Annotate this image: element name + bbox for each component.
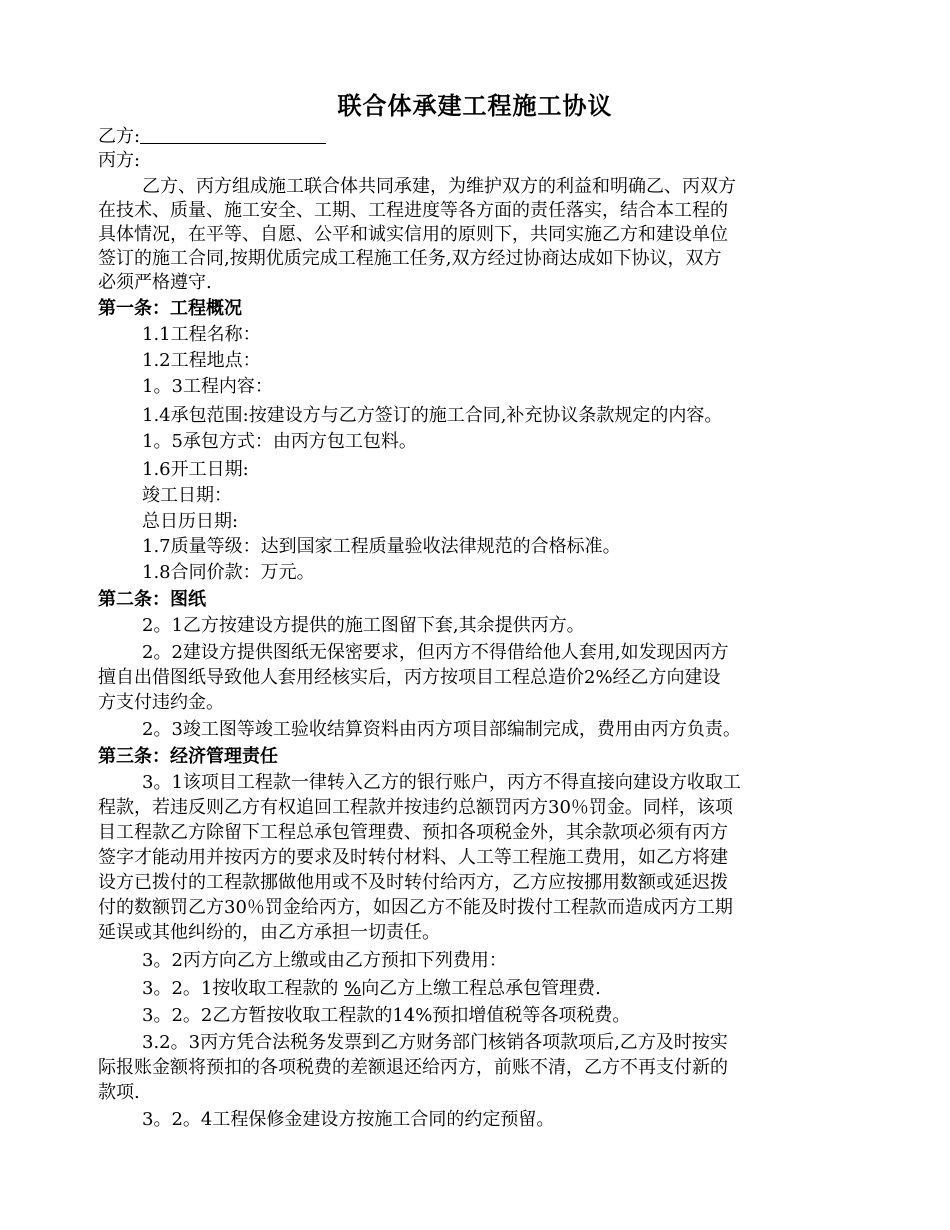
- article-3-para: 签字才能动用并按丙方的要求及时转付材料、人工等工程施工费用，如乙方将建: [98, 847, 728, 868]
- article-2-heading: 第二条：图纸: [98, 589, 206, 610]
- article-3-para: 3.2。3丙方凭合法税务发票到乙方财务部门核销各项款项后,乙方及时按实: [142, 1032, 728, 1053]
- article-3-para: 目工程款乙方除留下工程总承包管理费、预扣各项税金外，其余款项必须有丙方: [98, 822, 728, 843]
- article-1-item: 1.4承包范围:按建设方与乙方签订的施工合同,补充协议条款规定的内容。: [142, 405, 723, 426]
- article-3-para: 程款，若违反则乙方有权追回工程款并按违约总额罚丙方30％罚金。同样，该项: [98, 797, 733, 818]
- intro-line: 签订的施工合同,按期优质完成工程施工任务,双方经过协商达成如下协议，双方: [98, 248, 722, 269]
- article-2-para: 2。2建设方提供图纸无保密要求，但丙方不得借给他人套用,如发现因丙方: [142, 642, 729, 663]
- article-1-item: 1。5承包方式：由丙方包工包料。: [142, 431, 417, 452]
- intro-line: 乙方、丙方组成施工联合体共同承建，为维护双方的利益和明确乙、丙双方: [142, 176, 736, 197]
- article-1-item: 1.1工程名称：: [142, 324, 261, 345]
- fee-percent-blank: %: [344, 978, 362, 999]
- article-2-para: 2。1乙方按建设方提供的施工图留下套,其余提供丙方。: [142, 615, 585, 636]
- fee-clause-end: 向乙方上缴工程总承包管理费.: [361, 978, 601, 999]
- party-c-label: 丙方:: [98, 150, 141, 171]
- article-3-para: 3。2丙方向乙方上缴或由乙方预扣下列费用：: [142, 950, 507, 971]
- article-2-para: 2。3竣工图等竣工验收结算资料由丙方项目部编制完成，费用由丙方负责。: [142, 719, 741, 740]
- article-3-para: 设方已拨付的工程款挪做他用或不及时转付给丙方，乙方应按挪用数额或延迟拨: [98, 872, 728, 893]
- party-b-line: [98, 124, 326, 150]
- article-3-para: 付的数额罚乙方30％罚金给丙方，如因乙方不能及时拨付工程款而造成丙方工期: [98, 897, 733, 918]
- intro-line: 具体情况，在平等、自愿、公平和诚实信用的原则下，共同实施乙方和建设单位: [98, 224, 728, 245]
- article-3-para: 延误或其他纠纷的，由乙方承担一切责任。: [98, 922, 440, 943]
- fee-clause-start: 3。2。1按收取工程款的: [142, 978, 345, 999]
- article-1-item: 总日历日期:: [142, 511, 239, 532]
- article-3-heading: 第三条：经济管理责任: [98, 746, 278, 767]
- intro-line: 在技术、质量、施工安全、工期、工程进度等各方面的责任落实，结合本工程的: [98, 200, 728, 221]
- article-2-para: 擅自出借图纸导致他人套用经核实后，丙方按项目工程总造价2%经乙方向建设: [98, 667, 721, 688]
- article-1-item: 1.7质量等级：达到国家工程质量验收法律规范的合格标准。: [142, 536, 621, 557]
- party-b-label: 乙方:: [98, 126, 141, 147]
- article-3-para: 款项.: [98, 1082, 140, 1103]
- article-3-para: 3。1该项目工程款一律转入乙方的银行账户，丙方不得直接向建设方收取工: [142, 772, 741, 793]
- article-1-item: 1.2工程地点：: [142, 350, 261, 371]
- article-3-para: 3。2。4工程保修金建设方按施工合同的约定预留。: [142, 1109, 555, 1130]
- article-1-heading: 第一条：工程概况: [98, 298, 242, 319]
- article-3-para: 际报账金额将预扣的各项税费的差额退还给丙方，前账不清，乙方不再支付新的: [98, 1057, 728, 1078]
- article-1-item: 竣工日期：: [142, 485, 232, 506]
- article-1-item: 1。3工程内容：: [142, 376, 273, 397]
- article-2-para: 方支付违约金。: [98, 692, 224, 713]
- article-3-para: 3。2。2乙方暂按收取工程款的14%预扣增值税等各项税费。: [142, 1005, 631, 1026]
- document-title: 联合体承建工程施工协议: [337, 92, 613, 120]
- article-1-item: 1.8合同价款：万元。: [142, 562, 315, 583]
- party-b-blank: [140, 125, 326, 144]
- intro-line: 必须严格遵守.: [98, 272, 212, 293]
- article-3-para: [142, 976, 601, 1002]
- article-1-item: 1.6开工日期:: [142, 459, 249, 480]
